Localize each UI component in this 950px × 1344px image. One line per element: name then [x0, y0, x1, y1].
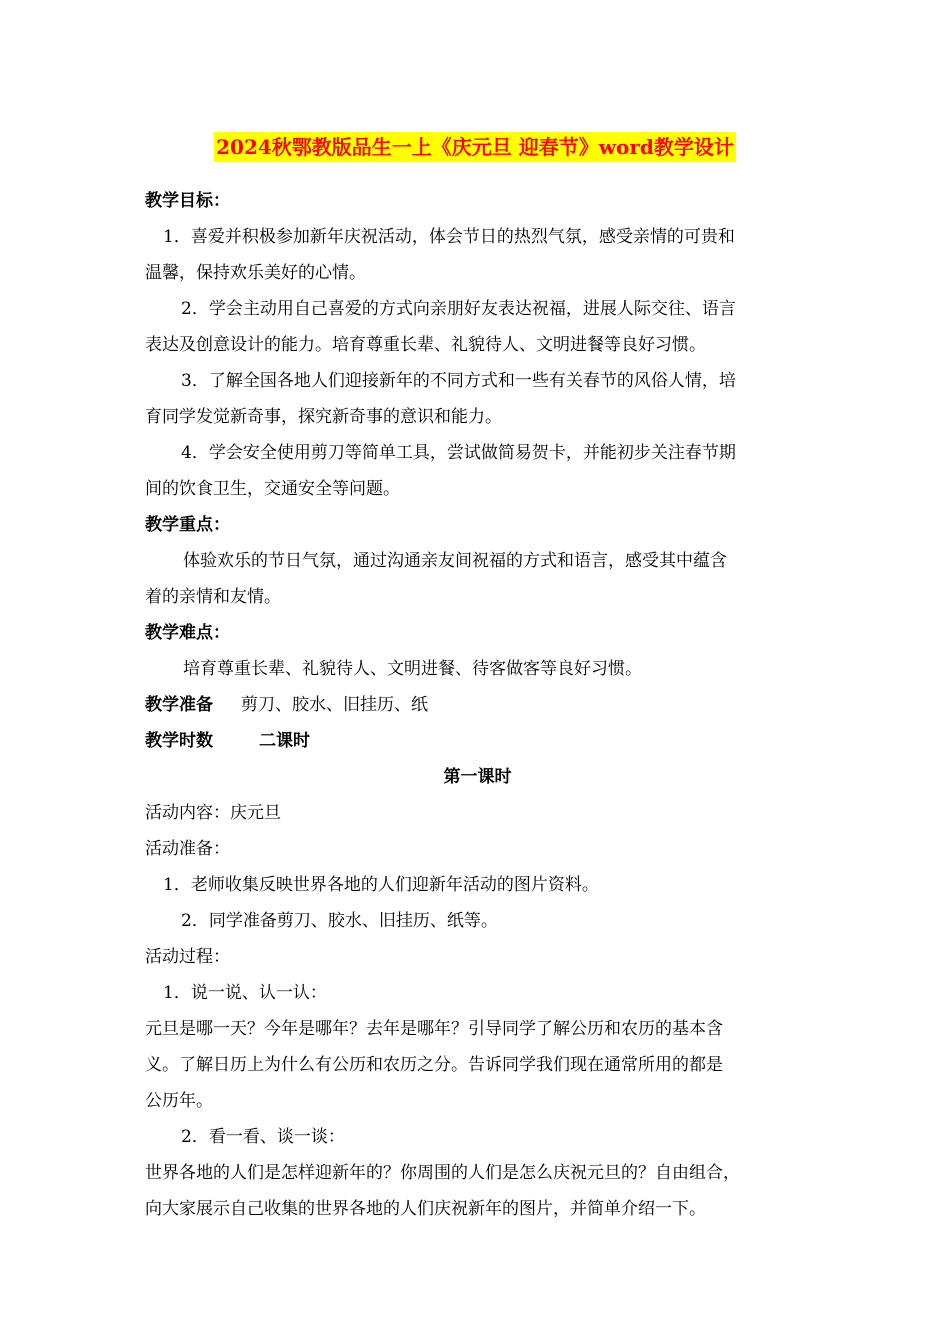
- goal-2-line-1: 2．学会主动用自己喜爱的方式向亲朋好友表达祝福，进展人际交往、语言: [181, 299, 736, 319]
- title-container: [0, 132, 950, 162]
- activity-prep-heading: 活动准备：: [145, 839, 230, 859]
- step-1-line-1: 元旦是哪一天？今年是哪年？去年是哪年？引导同学了解公历和农历的基本含: [145, 1019, 723, 1039]
- activity-prep-2: 2．同学准备剪刀、胶水、旧挂历、纸等。: [181, 911, 498, 931]
- step-2-line-2: 向大家展示自己收集的世界各地的人们庆祝新年的图片，并简单介绍一下。: [145, 1199, 706, 1219]
- goal-3-line-1: 3．了解全国各地人们迎接新年的不同方式和一些有关春节的风俗人情，培: [181, 371, 736, 391]
- key-points-line-2: 着的亲情和友情。: [145, 587, 281, 607]
- duration-label: 教学时数: [145, 731, 213, 751]
- document-title: 2024秋鄂教版品生一上《庆元旦 迎春节》word教学设计: [214, 132, 736, 162]
- preparation-label: 教学准备: [145, 695, 213, 715]
- activity-prep-1: 1．老师收集反映世界各地的人们迎新年活动的图片资料。: [163, 875, 599, 895]
- difficulties-text: 培育尊重长辈、礼貌待人、文明进餐、待客做客等良好习惯。: [183, 659, 642, 679]
- lesson-1-heading: 第一课时: [443, 767, 512, 787]
- goal-4-line-1: 4．学会安全使用剪刀等简单工具，尝试做简易贺卡，并能初步关注春节期: [181, 443, 736, 463]
- document-body: [145, 183, 810, 1227]
- step-2-title: 2．看一看、谈一谈：: [181, 1127, 345, 1147]
- activity-content: 活动内容：庆元旦: [145, 803, 281, 823]
- key-points-heading: 教学重点：: [145, 515, 230, 535]
- goal-1-line-1: 1．喜爱并积极参加新年庆祝活动，体会节日的热烈气氛，感受亲情的可贵和: [163, 227, 735, 247]
- goal-3-line-2: 育同学发觉新奇事，探究新奇事的意识和能力。: [145, 407, 502, 427]
- goal-2-line-2: 表达及创意设计的能力。培育尊重长辈、礼貌待人、文明进餐等良好习惯。: [145, 335, 706, 355]
- step-1-title: 1．说一说、认一认：: [163, 983, 327, 1003]
- step-1-line-3: 公历年。: [145, 1091, 213, 1111]
- goal-4-line-2: 间的饮食卫生，交通安全等问题。: [145, 479, 400, 499]
- goals-heading: 教学目标：: [145, 191, 230, 211]
- difficulties-heading: 教学难点：: [145, 623, 230, 643]
- preparation-row: [145, 687, 810, 723]
- activity-process-heading: 活动过程：: [145, 947, 230, 967]
- key-points-line-1: 体验欢乐的节日气氛，通过沟通亲友间祝福的方式和语言，感受其中蕴含: [183, 551, 727, 571]
- goal-1-line-2: 温馨，保持欢乐美好的心情。: [145, 263, 366, 283]
- step-2-line-1: 世界各地的人们是怎样迎新年的？你周围的人们是怎么庆祝元旦的？自由组合，: [145, 1163, 740, 1183]
- duration-value: 二课时: [259, 731, 310, 751]
- step-1-line-2: 义。了解日历上为什么有公历和农历之分。告诉同学我们现在通常所用的都是: [145, 1055, 723, 1075]
- duration-row: [145, 723, 810, 759]
- preparation-value: 剪刀、胶水、旧挂历、纸: [241, 695, 428, 715]
